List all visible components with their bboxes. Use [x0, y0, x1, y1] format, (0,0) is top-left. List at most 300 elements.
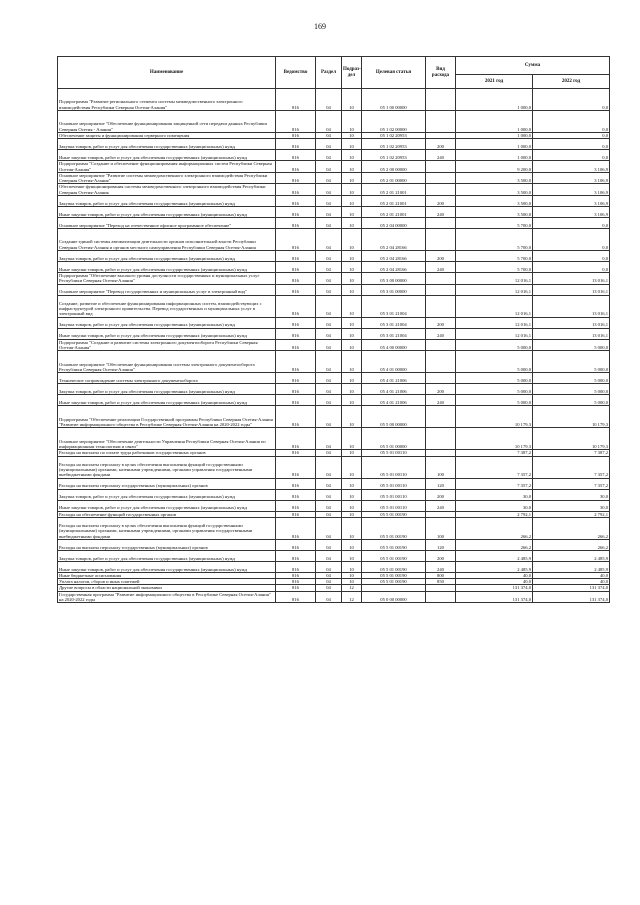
- cell-vr: 200: [426, 196, 456, 207]
- cell-min: 816: [276, 218, 316, 229]
- cell-y1: 1 000,0: [456, 89, 533, 111]
- cell-sec: 04: [316, 284, 342, 295]
- cell-min: 816: [276, 395, 316, 406]
- cell-y2: 3 106,9: [533, 161, 610, 173]
- cell-sec: 04: [316, 550, 342, 561]
- cell-sub: 10: [342, 262, 362, 273]
- cell-sec: 04: [316, 406, 342, 428]
- table-row: [58, 539, 610, 550]
- cell-y1: 5 700,0: [456, 262, 533, 273]
- cell-sec: 04: [316, 339, 342, 351]
- table-row: [58, 207, 610, 218]
- cell-y1: 12 016,1: [456, 273, 533, 285]
- cell-sub: 10: [342, 579, 362, 585]
- table-body: [58, 89, 610, 603]
- cell-min: 816: [276, 273, 316, 285]
- cell-min: 816: [276, 207, 316, 218]
- cell-sec: 04: [316, 150, 342, 161]
- cell-sec: 04: [316, 351, 342, 373]
- table-row: [58, 196, 610, 207]
- cell-min: 816: [276, 295, 316, 317]
- table-row: [58, 172, 610, 184]
- cell-vr: 240: [426, 150, 456, 161]
- cell-sec: 04: [316, 450, 342, 456]
- cell-sec: 04: [316, 273, 342, 285]
- cell-min: 816: [276, 579, 316, 585]
- table-row: [58, 373, 610, 384]
- cell-min: 816: [276, 172, 316, 184]
- cell-cs: 05 5 00 00000: [362, 406, 426, 428]
- cell-y1: 2 485,9: [456, 550, 533, 561]
- cell-vr: 200: [426, 384, 456, 395]
- cell-cs: 05 4 01 00000: [362, 351, 426, 373]
- cell-y1: 30,0: [456, 489, 533, 500]
- table-row: [58, 478, 610, 489]
- cell-y2: 0,0: [533, 229, 610, 251]
- cell-cs: 05 3 01 00000: [362, 284, 426, 295]
- cell-y2: 7 357,2: [533, 478, 610, 489]
- cell-sub: 10: [342, 550, 362, 561]
- cell-min: 816: [276, 339, 316, 351]
- cell-y1: 7 357,2: [456, 478, 533, 489]
- cell-cs: 05 3 01 21004: [362, 295, 426, 317]
- cell-y2: 0,0: [533, 111, 610, 133]
- cell-sec: 04: [316, 579, 342, 585]
- cell-sub: 10: [342, 511, 362, 517]
- cell-sub: 10: [342, 133, 362, 139]
- table-row: [58, 456, 610, 478]
- cell-vr: [426, 111, 456, 133]
- cell-sec: 04: [316, 539, 342, 550]
- cell-cs: 05 1 02 00000: [362, 111, 426, 133]
- cell-sub: 10: [342, 150, 362, 161]
- cell-name: Иные закупки товаров, работ и услуг для обеспечения государственных (муниципальных) нужд: [58, 561, 276, 572]
- cell-y2: 0,0: [533, 89, 610, 111]
- cell-vr: 200: [426, 251, 456, 262]
- cell-name: Закупка товаров, работ и услуг для обеспечения государственных (муниципальных) нужд: [58, 196, 276, 207]
- cell-cs: 05 2 04 00000: [362, 218, 426, 229]
- cell-vr: [426, 218, 456, 229]
- cell-y1: 5 000,0: [456, 351, 533, 373]
- cell-sub: 10: [342, 284, 362, 295]
- cell-vr: [426, 351, 456, 373]
- header-2022: 2022 год: [533, 75, 610, 89]
- table-row: [58, 328, 610, 339]
- cell-y1: 1 000,0: [456, 150, 533, 161]
- table-row: [58, 295, 610, 317]
- cell-sec: 04: [316, 489, 342, 500]
- cell-cs: 05 5 01 00110: [362, 478, 426, 489]
- cell-cs: 05 2 01 21001: [362, 207, 426, 218]
- cell-name: Подпрограмма "Обеспечение высокого уровня доступности государственных и муниципальных услуг Республики Северная Осетия-Алания": [58, 273, 276, 285]
- table-row: [58, 339, 610, 351]
- cell-y1: 12 016,1: [456, 317, 533, 328]
- table-row: [58, 428, 610, 450]
- cell-sec: 04: [316, 511, 342, 517]
- cell-y1: 5 700,0: [456, 229, 533, 251]
- cell-y2: 5 000,0: [533, 384, 610, 395]
- table-row: [58, 317, 610, 328]
- cell-name: Закупка товаров, работ и услуг для обеспечения государственных (муниципальных) нужд: [58, 384, 276, 395]
- cell-y1: 1 000,0: [456, 111, 533, 133]
- cell-y2: 10 179,3: [533, 428, 610, 450]
- cell-sec: 04: [316, 251, 342, 262]
- table-row: [58, 218, 610, 229]
- cell-name: Подпрограмма "Создание и обеспечение функционирования информационных систем Республики Северная Осетия-Алания": [58, 161, 276, 173]
- cell-name: Иные закупки товаров, работ и услуг для обеспечения государственных (муниципальных) нужд: [58, 207, 276, 218]
- cell-min: 816: [276, 428, 316, 450]
- cell-y1: 2 792,1: [456, 511, 533, 517]
- table-row: [58, 89, 610, 111]
- table-row: [58, 395, 610, 406]
- cell-y1: 12 016,1: [456, 328, 533, 339]
- cell-sub: 10: [342, 184, 362, 196]
- cell-sub: 10: [342, 373, 362, 384]
- cell-name: Подпрограмма "Развитие регионального сегмента системы межведомственного электронного взаимодействия Республики Северная Осетия-Алания": [58, 89, 276, 111]
- cell-y2: 3 106,9: [533, 207, 610, 218]
- cell-y1: 5 000,0: [456, 373, 533, 384]
- cell-vr: [426, 172, 456, 184]
- cell-sub: 10: [342, 229, 362, 251]
- cell-cs: 05 5 01 00110: [362, 500, 426, 511]
- header-sum: Сумма: [456, 57, 610, 75]
- cell-vr: 200: [426, 139, 456, 150]
- cell-sec: 04: [316, 111, 342, 133]
- cell-y2: 13 016,1: [533, 295, 610, 317]
- cell-cs: 05 5 01 00190: [362, 539, 426, 550]
- cell-min: 816: [276, 500, 316, 511]
- header-name: Наименование: [58, 57, 276, 89]
- cell-y2: 2 485,9: [533, 550, 610, 561]
- cell-cs: 05 1 02 20953: [362, 150, 426, 161]
- table-row: [58, 561, 610, 572]
- cell-name: Иные закупки товаров, работ и услуг для обеспечения государственных (муниципальных) нужд: [58, 500, 276, 511]
- header-exp-type: Вид расхода: [426, 57, 456, 89]
- cell-y1: 7 387,2: [456, 450, 533, 456]
- cell-sub: 10: [342, 207, 362, 218]
- cell-vr: 850: [426, 579, 456, 585]
- cell-min: 816: [276, 478, 316, 489]
- cell-cs: 05 3 00 00000: [362, 273, 426, 285]
- cell-name: Государственная программа "Развитие информационного общества в Республике Северная Осетия-Алания" на 2020-2022 годы: [58, 591, 276, 603]
- cell-y1: 3 500,0: [456, 207, 533, 218]
- cell-min: 816: [276, 384, 316, 395]
- cell-sec: 04: [316, 373, 342, 384]
- cell-y2: 5 000,0: [533, 395, 610, 406]
- cell-vr: [426, 339, 456, 351]
- cell-name: Расходы на выплаты персоналу государственных (муниципальных) органов: [58, 539, 276, 550]
- cell-sec: 04: [316, 229, 342, 251]
- table-row: [58, 591, 610, 603]
- cell-vr: 240: [426, 328, 456, 339]
- table-row: [58, 517, 610, 539]
- cell-name: Иные закупки товаров, работ и услуг для обеспечения государственных (муниципальных) нужд: [58, 262, 276, 273]
- cell-min: 816: [276, 89, 316, 111]
- cell-vr: 800: [426, 572, 456, 578]
- cell-min: 816: [276, 161, 316, 173]
- cell-sec: 04: [316, 585, 342, 591]
- cell-vr: [426, 161, 456, 173]
- cell-y2: 3 106,9: [533, 196, 610, 207]
- cell-cs: 05 2 04 28166: [362, 229, 426, 251]
- cell-sec: 04: [316, 517, 342, 539]
- cell-min: 816: [276, 251, 316, 262]
- cell-min: 816: [276, 539, 316, 550]
- cell-name: Расходы на выплаты персоналу государственных (муниципальных) органов: [58, 478, 276, 489]
- cell-sub: 10: [342, 351, 362, 373]
- cell-y1: 10 179,3: [456, 428, 533, 450]
- cell-y1: 9 200,0: [456, 161, 533, 173]
- cell-sec: 04: [316, 133, 342, 139]
- cell-name: Расходы на обеспечение функций государственных органов: [58, 511, 276, 517]
- cell-y2: 5 000,0: [533, 373, 610, 384]
- table-row: [58, 139, 610, 150]
- cell-y2: 0,0: [533, 251, 610, 262]
- cell-min: 816: [276, 351, 316, 373]
- cell-y1: 266,2: [456, 517, 533, 539]
- cell-vr: 200: [426, 489, 456, 500]
- cell-name: Обеспечение функционирования системы межведомственного электронного взаимодействия Республики Северная Осетия-Алания: [58, 184, 276, 196]
- cell-y1: 2 485,9: [456, 561, 533, 572]
- cell-cs: 05 3 01 21004: [362, 328, 426, 339]
- cell-y2: 7 387,2: [533, 450, 610, 456]
- cell-y2: 2 792,1: [533, 511, 610, 517]
- cell-sub: 10: [342, 517, 362, 539]
- cell-y1: 3 500,0: [456, 196, 533, 207]
- cell-min: 816: [276, 373, 316, 384]
- cell-y1: 5 700,0: [456, 251, 533, 262]
- cell-y1: 30,0: [456, 500, 533, 511]
- cell-cs: 05 1 00 00000: [362, 89, 426, 111]
- cell-y1: 3 500,0: [456, 172, 533, 184]
- cell-vr: 100: [426, 456, 456, 478]
- cell-name: Основное мероприятие "Обеспечение функционирования системы электронного документооборота Республики Северная Осетия-Алания": [58, 351, 276, 373]
- cell-name: Создание, развитие и обеспечение функционирования информационных систем, взаимодействующих с инфраструктурой электронного правительства. Перевод государственных и муниципальных услуг в электронный вид: [58, 295, 276, 317]
- cell-vr: 200: [426, 317, 456, 328]
- cell-name: Другие вопросы в области национальной экономики: [58, 585, 276, 591]
- cell-min: 816: [276, 196, 316, 207]
- cell-cs: 05 1 02 20953: [362, 139, 426, 150]
- cell-cs: 05 3 01 21004: [362, 317, 426, 328]
- cell-sec: 04: [316, 262, 342, 273]
- cell-sec: 04: [316, 172, 342, 184]
- cell-sec: 04: [316, 500, 342, 511]
- cell-min: 816: [276, 517, 316, 539]
- cell-vr: [426, 229, 456, 251]
- cell-sec: 04: [316, 207, 342, 218]
- cell-y2: 0,0: [533, 139, 610, 150]
- cell-y1: 3 500,0: [456, 184, 533, 196]
- cell-y1: 12 016,1: [456, 284, 533, 295]
- cell-y2: 3 106,9: [533, 172, 610, 184]
- cell-sec: 04: [316, 428, 342, 450]
- cell-sub: 10: [342, 161, 362, 173]
- cell-cs: 05 4 00 00000: [362, 339, 426, 351]
- cell-sec: 04: [316, 395, 342, 406]
- cell-min: 816: [276, 572, 316, 578]
- cell-sec: 04: [316, 591, 342, 603]
- cell-min: 816: [276, 111, 316, 133]
- cell-vr: 240: [426, 395, 456, 406]
- cell-sub: 10: [342, 428, 362, 450]
- cell-name: Закупка товаров, работ и услуг для обеспечения государственных (муниципальных) нужд: [58, 251, 276, 262]
- header-section: Раздел: [316, 57, 342, 89]
- cell-sec: 04: [316, 184, 342, 196]
- table-row: [58, 406, 610, 428]
- cell-vr: [426, 591, 456, 603]
- cell-sub: 10: [342, 406, 362, 428]
- table-row: [58, 184, 610, 196]
- cell-cs: 05 0 00 00000: [362, 591, 426, 603]
- cell-y2: 3 106,9: [533, 184, 610, 196]
- cell-sec: 04: [316, 561, 342, 572]
- cell-name: Иные бюджетные ассигнования: [58, 572, 276, 578]
- cell-cs: 05 5 01 00190: [362, 579, 426, 585]
- cell-min: 816: [276, 591, 316, 603]
- cell-min: 816: [276, 489, 316, 500]
- cell-y2: 13 016,1: [533, 273, 610, 285]
- header-ministry: Ведомство: [276, 57, 316, 89]
- cell-y1: 40,0: [456, 579, 533, 585]
- cell-cs: 05 5 01 00190: [362, 572, 426, 578]
- table-row: [58, 489, 610, 500]
- cell-vr: [426, 184, 456, 196]
- cell-name: Обеспечение защиты и функционирования серверного помещения: [58, 133, 276, 139]
- cell-sec: 04: [316, 89, 342, 111]
- cell-vr: 240: [426, 500, 456, 511]
- cell-y1: 12 016,1: [456, 295, 533, 317]
- cell-y1: 266,2: [456, 539, 533, 550]
- cell-min: 816: [276, 317, 316, 328]
- cell-y1: 1 000,0: [456, 133, 533, 139]
- cell-min: 816: [276, 561, 316, 572]
- cell-vr: 100: [426, 517, 456, 539]
- cell-y2: 0,0: [533, 150, 610, 161]
- cell-name: Техническое сопровождение системы электронного документооборота: [58, 373, 276, 384]
- cell-sub: 10: [342, 478, 362, 489]
- cell-cs: 05 5 01 00000: [362, 428, 426, 450]
- cell-vr: [426, 373, 456, 384]
- cell-min: 816: [276, 184, 316, 196]
- cell-y2: 5 000,0: [533, 351, 610, 373]
- table-row: [58, 161, 610, 173]
- cell-y2: 266,2: [533, 539, 610, 550]
- cell-y2: 0,0: [533, 133, 610, 139]
- cell-min: 816: [276, 550, 316, 561]
- cell-vr: [426, 406, 456, 428]
- cell-sub: 10: [342, 450, 362, 456]
- table-row: [58, 262, 610, 273]
- cell-y1: 131 374,0: [456, 585, 533, 591]
- cell-min: 816: [276, 456, 316, 478]
- cell-sub: 10: [342, 384, 362, 395]
- cell-sub: 10: [342, 395, 362, 406]
- cell-sub: 12: [342, 591, 362, 603]
- cell-y2: 10 179,3: [533, 406, 610, 428]
- cell-y2: 13 016,1: [533, 328, 610, 339]
- cell-sec: 04: [316, 572, 342, 578]
- cell-sec: 04: [316, 218, 342, 229]
- cell-sub: 10: [342, 328, 362, 339]
- cell-y2: 131 374,0: [533, 591, 610, 603]
- cell-y2: 266,2: [533, 517, 610, 539]
- cell-sec: 04: [316, 384, 342, 395]
- cell-y2: 40,0: [533, 579, 610, 585]
- cell-y1: 5 000,0: [456, 384, 533, 395]
- cell-sec: 04: [316, 328, 342, 339]
- cell-y2: 7 357,2: [533, 456, 610, 478]
- cell-y2: 13 016,1: [533, 284, 610, 295]
- cell-sub: 12: [342, 585, 362, 591]
- cell-name: Иные закупки товаров, работ и услуг для обеспечения государственных (муниципальных) нужд: [58, 328, 276, 339]
- cell-name: Основное мероприятие "Развитие системы межведомственного электронного взаимодействия Республики Северная Осетия-Алания": [58, 172, 276, 184]
- cell-y2: 30,0: [533, 489, 610, 500]
- cell-sub: 10: [342, 273, 362, 285]
- cell-y1: 10 179,3: [456, 406, 533, 428]
- cell-cs: 05 5 01 00110: [362, 489, 426, 500]
- cell-sub: 10: [342, 339, 362, 351]
- cell-sec: 04: [316, 295, 342, 317]
- cell-cs: 05 2 04 28166: [362, 262, 426, 273]
- cell-cs: 05 5 01 00110: [362, 456, 426, 478]
- table-row: [58, 273, 610, 285]
- cell-min: 816: [276, 406, 316, 428]
- cell-vr: [426, 295, 456, 317]
- cell-y1: 5 700,0: [456, 218, 533, 229]
- cell-sub: 10: [342, 89, 362, 111]
- cell-sec: 04: [316, 478, 342, 489]
- cell-y1: 5 000,0: [456, 339, 533, 351]
- cell-y2: 40,0: [533, 572, 610, 578]
- cell-cs: 05 2 04 28166: [362, 251, 426, 262]
- cell-sec: 04: [316, 196, 342, 207]
- cell-min: 816: [276, 150, 316, 161]
- header-subsection: Подраз-дел: [342, 57, 362, 89]
- cell-y2: 131 374,0: [533, 585, 610, 591]
- cell-y2: 0,0: [533, 218, 610, 229]
- cell-min: 816: [276, 450, 316, 456]
- cell-vr: 240: [426, 207, 456, 218]
- cell-min: 816: [276, 133, 316, 139]
- cell-cs: 05 2 01 00000: [362, 172, 426, 184]
- table-row: [58, 550, 610, 561]
- cell-vr: 120: [426, 478, 456, 489]
- cell-sub: 10: [342, 111, 362, 133]
- cell-y1: 1 000,0: [456, 139, 533, 150]
- cell-sub: 10: [342, 295, 362, 317]
- cell-sub: 10: [342, 218, 362, 229]
- cell-cs: 05 5 01 00190: [362, 561, 426, 572]
- cell-cs: 05 4 01 21006: [362, 395, 426, 406]
- cell-name: Основное мероприятие "Переход на отечественное офисное программное обеспечение": [58, 218, 276, 229]
- cell-name: Подпрограмма "Обеспечение реализации Государственной программы Республики Северная Осетия-Алания "Развитие информационного общества в Республике Северная Осетия-Алания на 2020-2022 годы": [58, 406, 276, 428]
- cell-cs: 05 4 01 21006: [362, 384, 426, 395]
- table-row: [58, 500, 610, 511]
- cell-cs: 05 5 01 00190: [362, 550, 426, 561]
- table-row: [58, 111, 610, 133]
- cell-y1: 131 374,0: [456, 591, 533, 603]
- cell-y2: 0,0: [533, 262, 610, 273]
- cell-vr: 120: [426, 539, 456, 550]
- cell-cs: 05 5 01 00190: [362, 511, 426, 517]
- cell-vr: 240: [426, 561, 456, 572]
- cell-min: 816: [276, 284, 316, 295]
- cell-vr: [426, 89, 456, 111]
- cell-sub: 10: [342, 317, 362, 328]
- cell-name: Подпрограмма "Создание и развитие системы электронного документооборота Республики Северная Осетия-Алания": [58, 339, 276, 351]
- cell-name: Основное мероприятие "Обеспечение функционирования защищенной сети передачи данных Республики Северная Осетия - Алания": [58, 111, 276, 133]
- cell-sub: 10: [342, 196, 362, 207]
